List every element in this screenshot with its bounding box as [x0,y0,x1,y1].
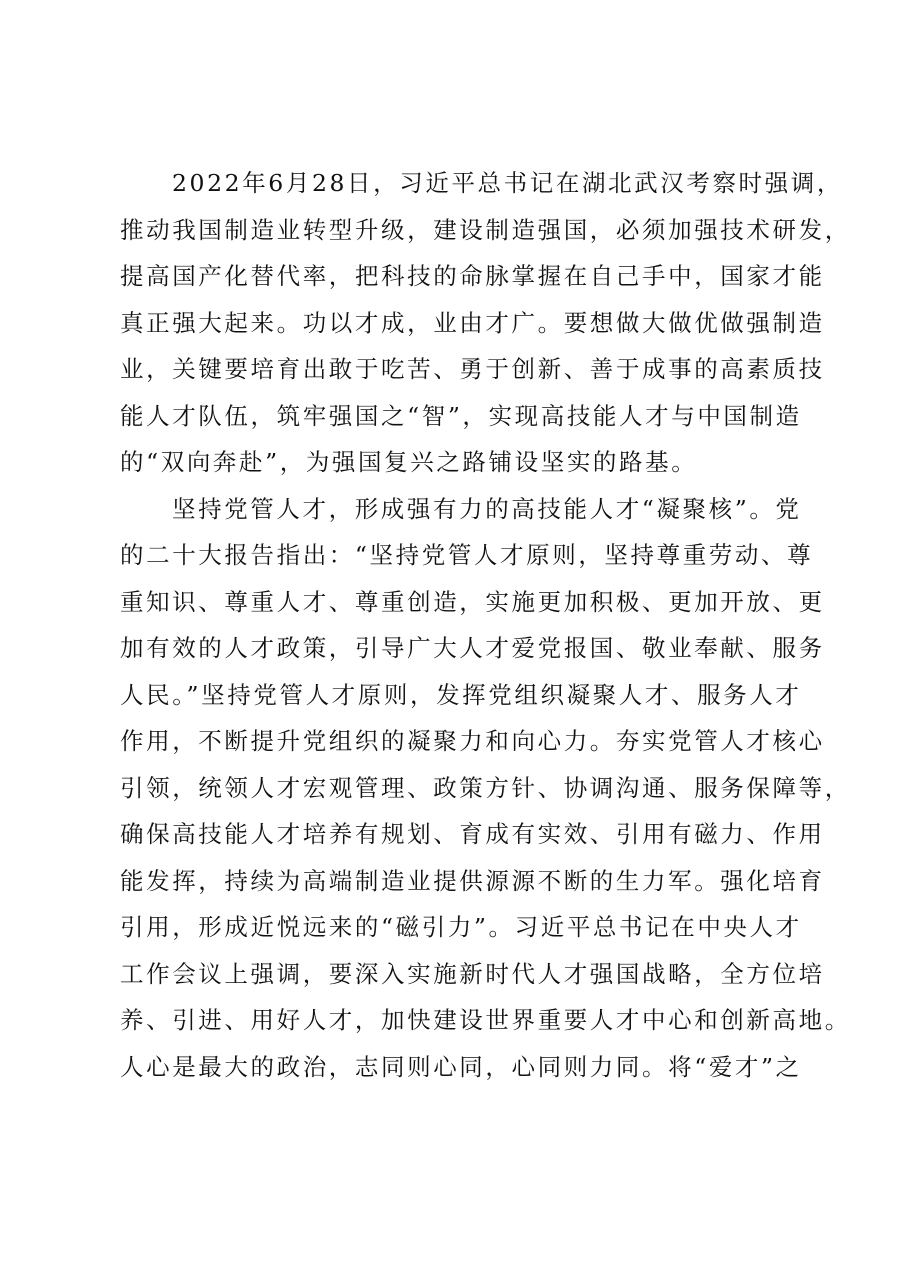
document-body [120,160,851,1090]
text-line: 重知识、尊重人才、尊重创造，实施更加积极、更加开放、更 [120,587,825,616]
text-line: 2022年6月28日，习近平总书记在湖北武汉考察时强调， [172,169,843,197]
text-line: 能发挥，持续为高端制造业提供源源不断的生力军。强化培育 [120,866,825,895]
text-line: 业，关键要培育出敢于吃苦、勇于创新、善于成事的高素质技 [120,355,825,383]
text-line: 加有效的人才政策，引导广大人才爱党报国、敬业奉献、服务 [120,634,825,662]
text-line: 工作会议上强调，要深入实施新时代人才强国战略，全方位培 [120,959,825,988]
text-line: 坚持党管人才，形成强有力的高技能人才“凝聚核”。党 [172,494,802,523]
paragraph-1 [120,160,851,486]
text-line: 推动我国制造业转型升级，建设制造强国，必须加强技术研发， [120,215,851,244]
text-line: 的“双向奔赴”，为强国复兴之路铺设坚实的路基。 [120,448,698,476]
text-line: 的二十大报告指出：“坚持党管人才原则，坚持尊重劳动、尊 [120,541,814,569]
text-line: 能人才队伍，筑牢强国之“智”，实现高技能人才与中国制造 [120,401,802,430]
text-line: 引领，统领人才宏观管理、政策方针、协调沟通、服务保障等， [120,773,851,802]
text-line: 提高国产化替代率，把科技的命脉掌握在自己手中，国家才能 [120,262,825,290]
text-line: 引用，形成近悦远来的“磁引力”。习近平总书记在中央人才 [120,913,802,941]
text-line: 养、引进、用好人才，加快建设世界重要人才中心和创新高地。 [120,1006,851,1034]
text-line: 确保高技能人才培养有规划、育成有实效、引用有磁力、作用 [120,820,825,848]
text-line: 人民。”坚持党管人才原则，发挥党组织凝聚人才、服务人才 [120,680,802,709]
text-line: 真正强大起来。功以才成，业由才广。要想做大做优做强制造 [120,308,825,337]
text-line: 作用，不断提升党组织的凝聚力和向心力。夯实党管人才核心 [120,727,825,755]
paragraph-2 [120,486,851,1091]
text-line: 人心是最大的政治，志同则心同，心同则力同。将“爱才”之 [120,1052,802,1081]
